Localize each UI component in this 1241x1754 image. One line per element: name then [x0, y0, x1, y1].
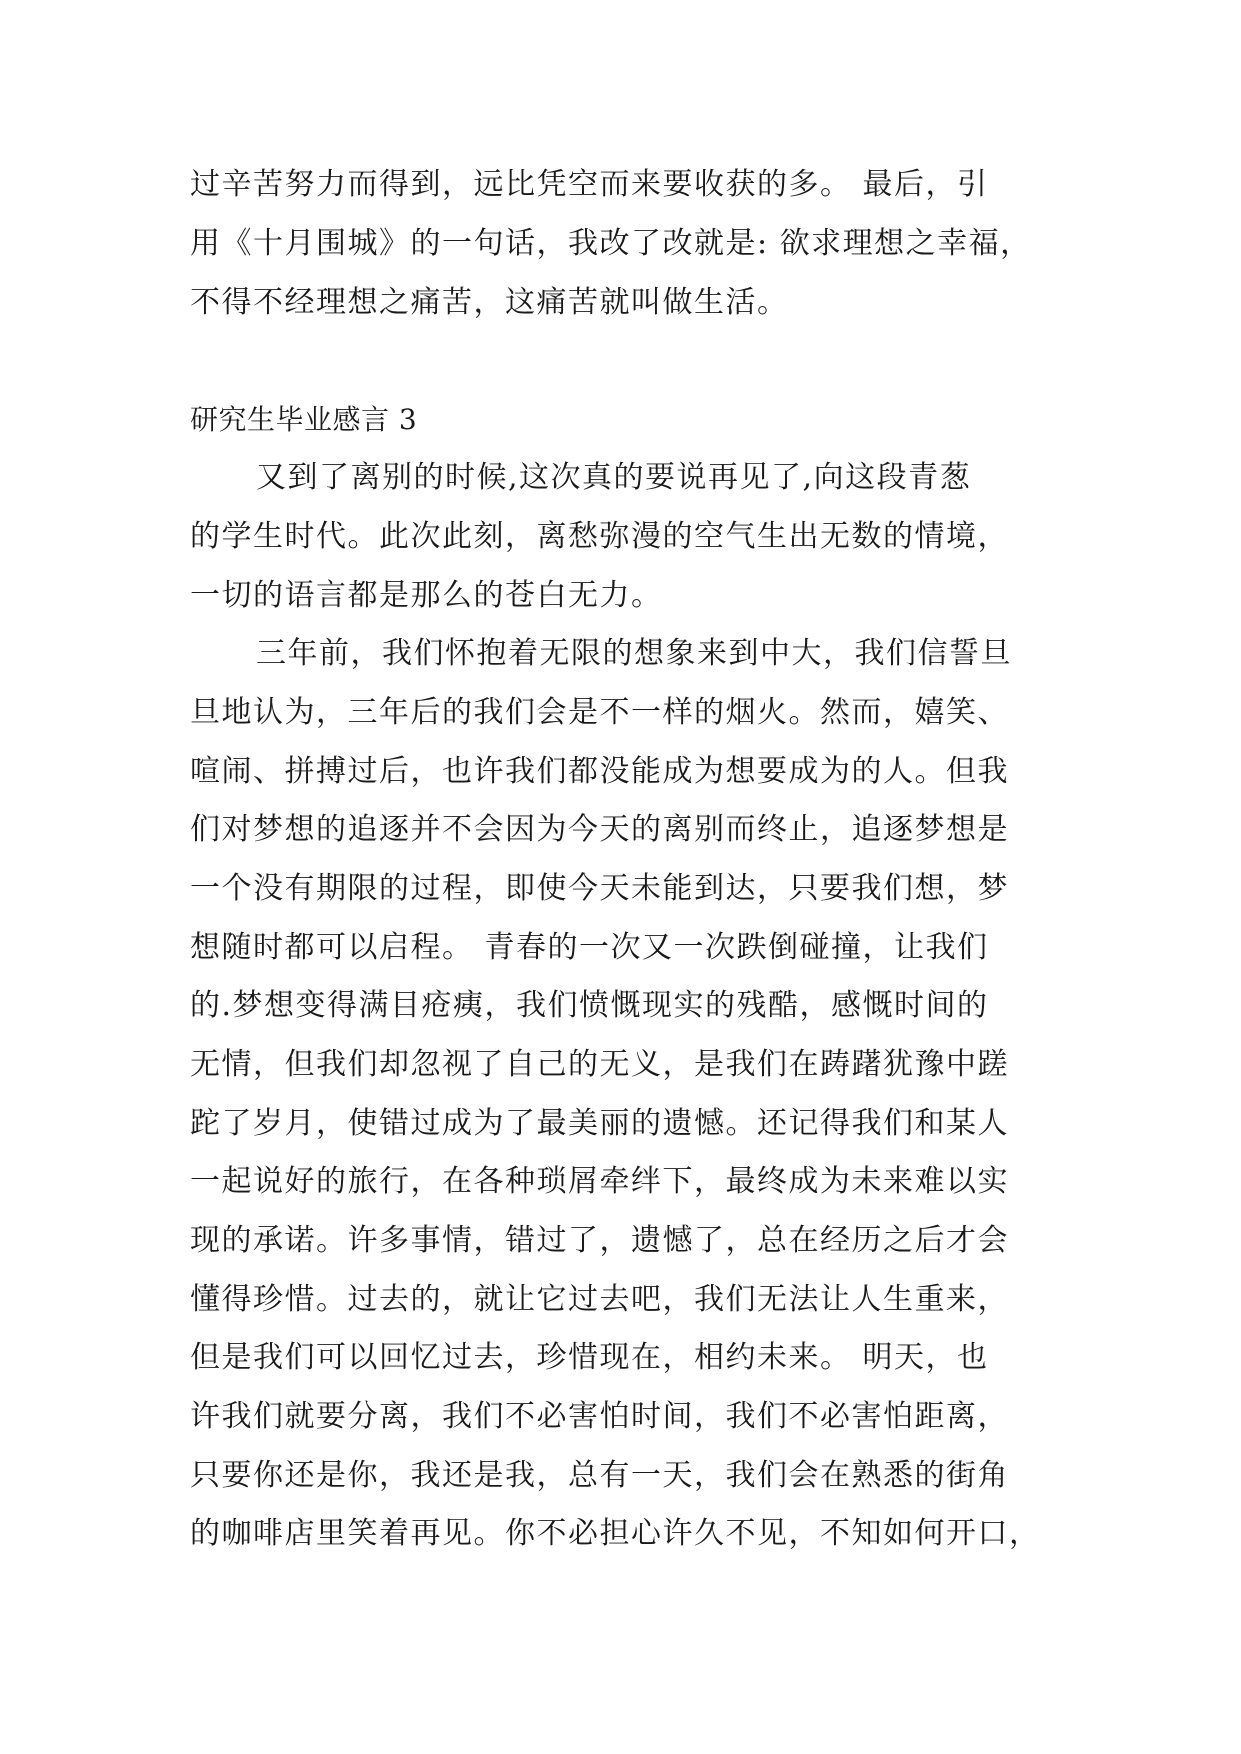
text-line: 过辛苦努力而得到，远比凭空而来要收获的多。 最后，引 — [190, 167, 989, 202]
text-line: 一起说好的旅行，在各种琐屑牵绊下，最终成为未来难以实 — [190, 1164, 1009, 1199]
text-line: 一切的语言都是那么的苍白无力。 — [190, 578, 663, 613]
text-line: 旦地认为，三年后的我们会是不一样的烟火。然而，嬉笑、 — [190, 695, 1009, 730]
text-line: 一个没有期限的过程，即使今天未能到达，只要我们想，梦 — [190, 871, 1009, 906]
text-line: 想随时都可以启程。 青春的一次又一次跌倒碰撞，让我们 — [190, 930, 989, 965]
text-line: 又到了离别的时候,这次真的要说再见了,向这段青葱 — [256, 460, 972, 495]
text-line: 们对梦想的追逐并不会因为今天的离别而终止，追逐梦想是 — [190, 812, 1009, 847]
text-line: 懂得珍惜。过去的，就让它过去吧，我们无法让人生重来， — [190, 1282, 1009, 1317]
text-line: 的学生时代。此次此刻，离愁弥漫的空气生出无数的情境， — [190, 519, 1009, 554]
text-line: 不得不经理想之痛苦，这痛苦就叫做生活。 — [190, 285, 789, 320]
text-line: 喧闹、拼搏过后，也许我们都没能成为想要成为的人。但我 — [190, 754, 1009, 789]
text-line: 用《十月围城》的一句话，我改了改就是: 欲求理想之幸福， — [190, 226, 1032, 261]
text-line: 跎了岁月，使错过成为了最美丽的遗憾。还记得我们和某人 — [190, 1106, 1009, 1141]
text-line: 的.梦想变得满目疮痍，我们愤慨现实的残酷，感慨时间的 — [190, 988, 989, 1023]
text-line: 三年前，我们怀抱着无限的想象来到中大，我们信誓旦 — [256, 636, 1012, 671]
text-line: 只要你还是你，我还是我，总有一天，我们会在熟悉的街角 — [190, 1458, 1009, 1493]
section-heading: 研究生毕业感言 3 — [190, 403, 418, 436]
text-line: 现的承诺。许多事情，错过了，遗憾了，总在经历之后才会 — [190, 1223, 1009, 1258]
text-line: 的咖啡店里笑着再见。你不必担心许久不见，不知如何开口， — [190, 1516, 1041, 1551]
text-line: 但是我们可以回忆过去，珍惜现在，相约未来。 明天，也 — [190, 1340, 989, 1375]
text-line: 许我们就要分离，我们不必害怕时间，我们不必害怕距离， — [190, 1399, 1009, 1434]
text-line: 无情，但我们却忽视了自己的无义，是我们在踌躇犹豫中蹉 — [190, 1047, 1009, 1082]
